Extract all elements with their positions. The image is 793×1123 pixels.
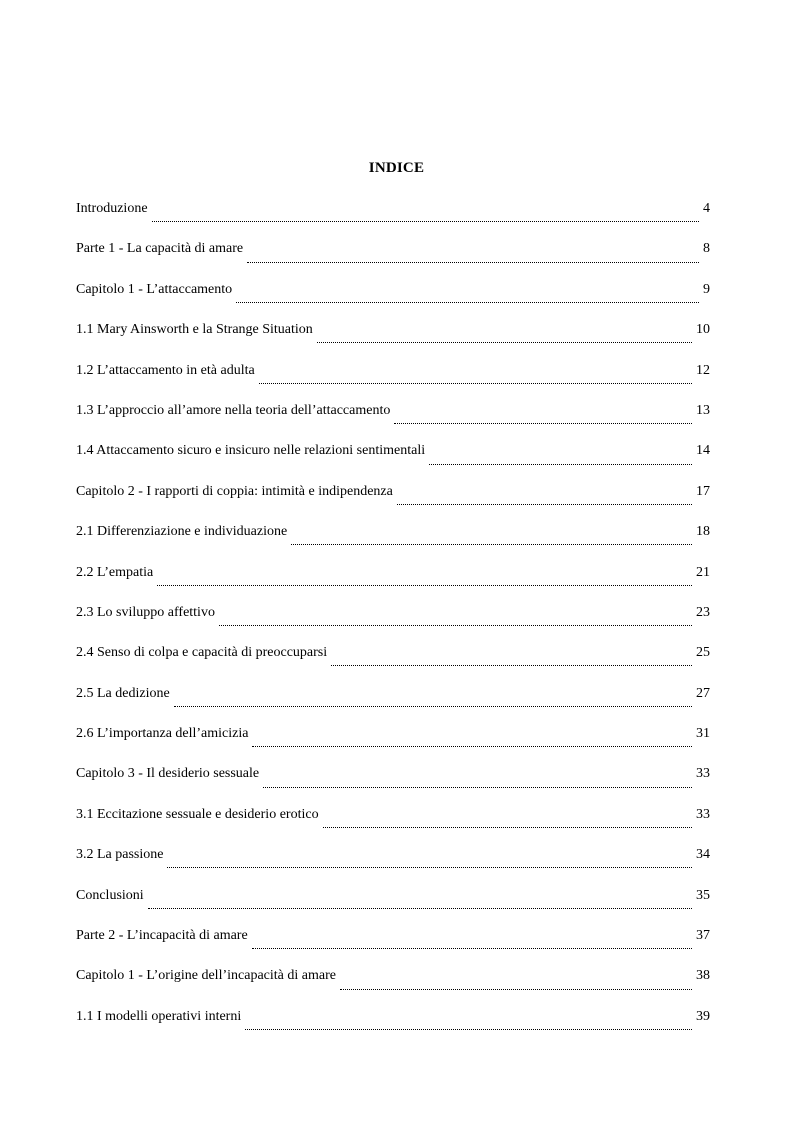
toc-dot-leader: [331, 664, 692, 666]
toc-entry[interactable]: [76, 322, 710, 362]
toc-dot-leader: [157, 584, 692, 586]
toc-dot-leader: [394, 422, 692, 424]
toc-entry-page: 12: [696, 362, 710, 378]
toc-entry-page: 27: [696, 685, 710, 701]
toc-entry[interactable]: [76, 524, 710, 564]
toc-dot-leader: [152, 220, 699, 222]
toc-dot-leader: [252, 745, 692, 747]
toc-dot-leader: [317, 341, 692, 343]
toc-dot-leader: [429, 463, 692, 465]
toc-entry[interactable]: [76, 686, 710, 726]
toc-entry-page: 34: [696, 847, 710, 863]
toc-entry-page: 38: [696, 968, 710, 984]
toc-entry-label: 2.2 L’empatia: [76, 564, 154, 580]
toc-dot-leader: [247, 261, 699, 263]
toc-entry-label: 2.5 La dedizione: [76, 685, 170, 701]
toc-dot-leader: [148, 907, 692, 909]
toc-entry-label: 2.1 Differenziazione e individuazione: [76, 524, 288, 540]
toc-entry-page: 33: [696, 806, 710, 822]
toc-entry[interactable]: [76, 484, 710, 524]
table-of-contents: [76, 201, 710, 1049]
toc-entry-page: 18: [696, 524, 710, 540]
toc-entry-label: 2.3 Lo sviluppo affettivo: [76, 604, 215, 620]
toc-dot-leader: [245, 1028, 692, 1030]
toc-entry-page: 8: [703, 241, 710, 257]
toc-entry[interactable]: [76, 726, 710, 766]
toc-entry-label: 3.1 Eccitazione sessuale e desiderio erotico: [76, 806, 319, 822]
toc-dot-leader: [259, 382, 692, 384]
toc-entry-label: Capitolo 1 - L’attaccamento: [76, 281, 233, 297]
toc-entry-label: Conclusioni: [76, 887, 144, 903]
toc-entry[interactable]: [76, 282, 710, 322]
toc-entry[interactable]: [76, 201, 710, 241]
toc-dot-leader: [397, 503, 692, 505]
toc-entry-page: 13: [696, 402, 710, 418]
toc-entry-page: 23: [696, 604, 710, 620]
toc-entry[interactable]: [76, 766, 710, 806]
toc-entry-page: 33: [696, 766, 710, 782]
toc-entry-label: 1.2 L’attaccamento in età adulta: [76, 362, 255, 378]
toc-entry[interactable]: [76, 363, 710, 403]
toc-entry-page: 21: [696, 564, 710, 580]
toc-entry[interactable]: [76, 403, 710, 443]
toc-entry-page: 9: [703, 281, 710, 297]
toc-entry-page: 39: [696, 1008, 710, 1024]
toc-entry[interactable]: [76, 605, 710, 645]
toc-dot-leader: [323, 826, 692, 828]
toc-entry-label: Parte 1 - La capacità di amare: [76, 241, 244, 257]
toc-dot-leader: [219, 624, 692, 626]
toc-entry-label: Capitolo 2 - I rapporti di coppia: intimità e indipendenza: [76, 483, 393, 499]
toc-entry[interactable]: [76, 888, 710, 928]
toc-dot-leader: [252, 947, 692, 949]
toc-entry[interactable]: [76, 443, 710, 483]
toc-dot-leader: [174, 705, 692, 707]
toc-entry-label: 1.4 Attaccamento sicuro e insicuro nelle relazioni sentimentali: [76, 443, 426, 459]
toc-entry-page: 31: [696, 726, 710, 742]
toc-entry[interactable]: [76, 807, 710, 847]
toc-entry[interactable]: [76, 645, 710, 685]
toc-entry-page: 25: [696, 645, 710, 661]
toc-entry-label: 3.2 La passione: [76, 847, 164, 863]
toc-entry-label: 2.6 L’importanza dell’amicizia: [76, 726, 249, 742]
toc-dot-leader: [291, 543, 692, 545]
toc-entry-label: Introduzione: [76, 201, 148, 216]
toc-entry[interactable]: [76, 1009, 710, 1049]
toc-entry-label: Capitolo 1 - L’origine dell’incapacità di amare: [76, 968, 336, 984]
toc-entry[interactable]: [76, 565, 710, 605]
toc-title: INDICE: [368, 160, 425, 176]
toc-entry[interactable]: [76, 847, 710, 887]
toc-entry-label: 1.1 Mary Ainsworth e la Strange Situation: [76, 322, 313, 338]
toc-entry[interactable]: [76, 928, 710, 968]
toc-entry-page: 17: [696, 483, 710, 499]
toc-entry-label: Parte 2 - L’incapacità di amare: [76, 928, 248, 944]
toc-entry-page: 35: [696, 887, 710, 903]
toc-entry[interactable]: [76, 241, 710, 281]
toc-dot-leader: [167, 866, 692, 868]
toc-entry-page: 37: [696, 928, 710, 944]
toc-entry[interactable]: [76, 968, 710, 1008]
toc-dot-leader: [236, 301, 699, 303]
toc-entry-label: Capitolo 3 - Il desiderio sessuale: [76, 766, 260, 782]
toc-dot-leader: [263, 786, 692, 788]
toc-entry-label: 2.4 Senso di colpa e capacità di preoccuparsi: [76, 645, 328, 661]
toc-entry-page: 4: [703, 201, 710, 216]
toc-entry-page: 14: [696, 443, 710, 459]
toc-dot-leader: [340, 988, 692, 990]
toc-entry-label: 1.1 I modelli operativi interni: [76, 1008, 242, 1024]
toc-entry-label: 1.3 L’approccio all’amore nella teoria dell’attaccamento: [76, 402, 391, 418]
toc-entry-page: 10: [696, 322, 710, 338]
